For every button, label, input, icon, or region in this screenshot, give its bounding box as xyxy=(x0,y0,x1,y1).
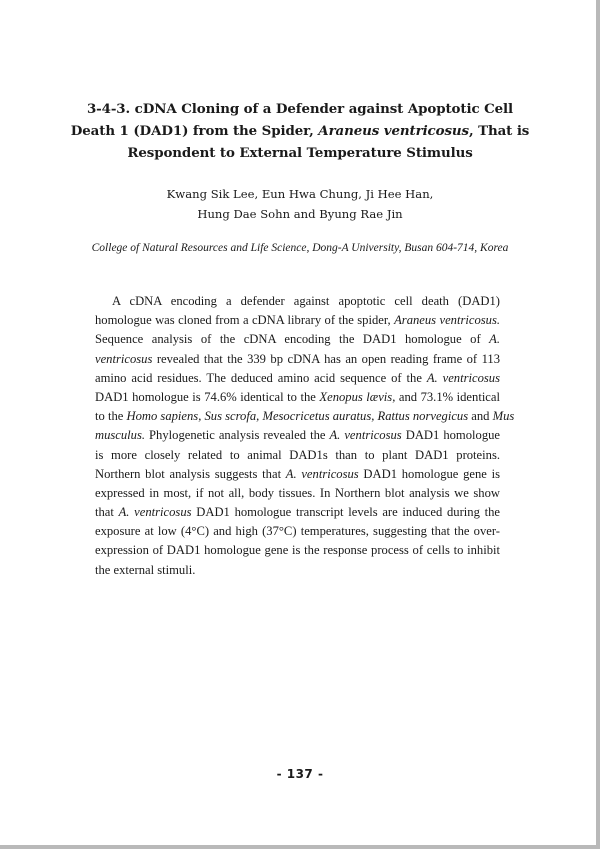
authors-line-2: Hung Dae Sohn and Byung Rae Jin xyxy=(197,207,403,221)
abstract-line-3: Sequence analysis of the cDNA encoding the DAD1 homologue of A. xyxy=(95,332,500,347)
abstract-line-9: is more closely related to animal DAD1s than to plant DAD1 proteins. xyxy=(95,447,500,462)
title-species-name: Araneus ventricosus xyxy=(318,123,469,139)
paper-title xyxy=(70,98,530,164)
abstract-line-5: amino acid residues. The deduced amino acid sequence of the A. ventricosus xyxy=(95,370,500,385)
abstract-line-15: the external stimuli. xyxy=(95,562,196,577)
author-list xyxy=(70,184,530,224)
title-line-2-end: , That is xyxy=(468,123,530,139)
abstract-line-8: musculus. Phylogenetic analysis revealed the A. ventricosus DAD1 homologue xyxy=(95,428,501,443)
abstract-line-11: expressed in most, if not all, body tissues. In Northern blot analysis we show xyxy=(95,485,500,500)
page-number: - 137 - xyxy=(276,767,324,781)
abstract-line-6: DAD1 homologue is 74.6% identical to the Xenopus lævis, and 73.1% identical xyxy=(95,389,500,404)
abstract-line-1: A cDNA encoding a defender against apoptotic cell death (DAD1) xyxy=(112,294,500,308)
page-edge-bottom xyxy=(0,845,600,849)
abstract-line-4: ventricosus revealed that the 339 bp cDNA has an open reading frame of 113 xyxy=(95,351,500,366)
abstract-body xyxy=(95,292,515,580)
title-line-3: Respondent to External Temperature Stimulus xyxy=(127,145,473,161)
abstract-line-2: homologue was cloned from a cDNA library of the spider, Araneus ventricosus. xyxy=(95,313,500,328)
abstract-line-13: exposure at low (4°C) and high (37°C) temperatures, suggesting that the over- xyxy=(95,524,500,539)
title-line-1: 3-4-3. cDNA Cloning of a Defender against Apoptotic Cell xyxy=(86,101,514,117)
abstract-line-14: expression of DAD1 homologue gene is the response process of cells to inhibit xyxy=(95,543,500,558)
title-line-2 xyxy=(70,120,530,142)
author-affiliation: College of Natural Resources and Life Science, Dong-A University, Busan 604-714, Korea xyxy=(91,242,509,254)
title-line-2-text: Death 1 (DAD1) from the Spider, xyxy=(70,123,319,139)
abstract-line-10: Northern blot analysis suggests that A. ventricosus DAD1 homologue gene is xyxy=(95,466,500,481)
authors-line-1: Kwang Sik Lee, Eun Hwa Chung, Ji Hee Han, xyxy=(166,187,434,201)
abstract-line-7: to the Homo sapiens, Sus scrofa, Mesocricetus auratus, Rattus norvegicus and Mus xyxy=(95,409,515,424)
page-edge-right xyxy=(596,0,600,849)
abstract-line-12: that A. ventricosus DAD1 homologue transcript levels are induced during the xyxy=(95,505,500,520)
